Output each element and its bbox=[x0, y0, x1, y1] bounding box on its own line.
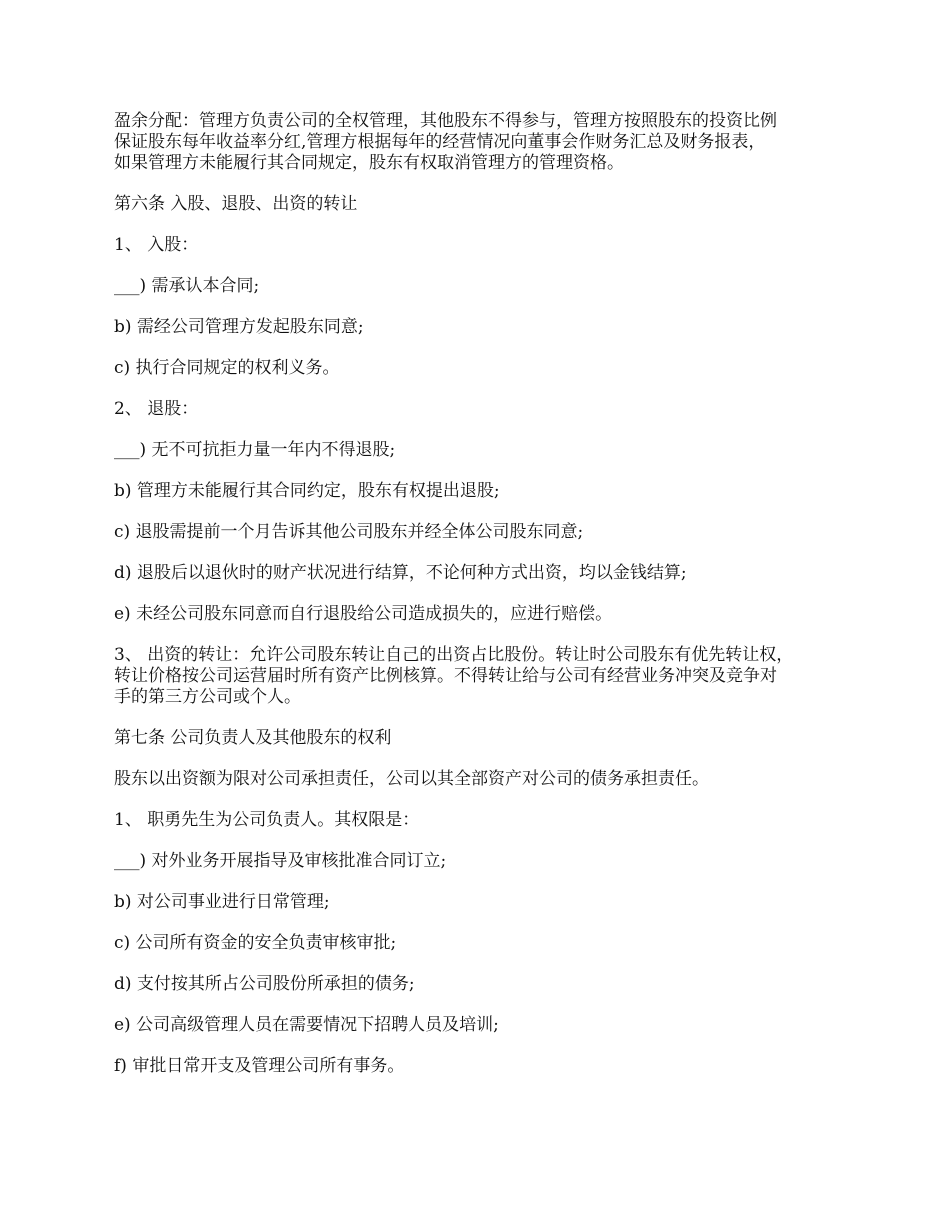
article-7-title: 第七条 公司负责人及其他股东的权利 bbox=[114, 728, 392, 748]
manager-item-f: f) 审批日常开支及管理公司所有事务。 bbox=[114, 1056, 405, 1076]
manager-item-e: e) 公司高级管理人员在需要情况下招聘人员及培训; bbox=[114, 1015, 499, 1035]
join-item-a: ___) 需承认本合同; bbox=[114, 276, 260, 296]
manager-item-c: c) 公司所有资金的安全负责审核审批; bbox=[114, 933, 397, 953]
paragraph-line: 如果管理方未能履行其合同规定，股东有权取消管理方的管理资格。 bbox=[114, 153, 624, 173]
paragraph-line: 转让价格按公司运营届时所有资产比例核算。不得转让给与公司有经营业务冲突及竞争对 bbox=[114, 666, 777, 686]
withdraw-heading: 2、 退股： bbox=[114, 399, 199, 419]
join-item-c: c) 执行合同规定的权利义务。 bbox=[114, 358, 340, 378]
manager-heading: 1、 职勇先生为公司负责人。其权限是： bbox=[114, 810, 420, 830]
withdraw-item-e: e) 未经公司股东同意而自行退股给公司造成损失的，应进行赔偿。 bbox=[114, 604, 613, 624]
transfer-paragraph bbox=[114, 645, 854, 708]
liability-paragraph: 股东以出资额为限对公司承担责任，公司以其全部资产对公司的债务承担责任。 bbox=[114, 769, 709, 789]
manager-item-b: b) 对公司事业进行日常管理; bbox=[114, 892, 330, 912]
paragraph-line: 3、 出资的转让：允许公司股东转让自己的出资占比股份。转让时公司股东有优先转让权， bbox=[114, 645, 794, 665]
join-heading: 1、 入股： bbox=[114, 235, 199, 255]
manager-item-d: d) 支付按其所占公司股份所承担的债务; bbox=[114, 974, 415, 994]
join-item-b: b) 需经公司管理方发起股东同意; bbox=[114, 317, 364, 337]
withdraw-item-d: d) 退股后以退伙时的财产状况进行结算，不论何种方式出资，均以金钱结算; bbox=[114, 563, 687, 583]
document-body bbox=[114, 111, 854, 1097]
manager-item-a: ___) 对外业务开展指导及审核批准合同订立; bbox=[114, 851, 447, 871]
paragraph-line: 手的第三方公司或个人。 bbox=[114, 687, 301, 707]
profit-distribution-paragraph bbox=[114, 111, 854, 174]
withdraw-item-c: c) 退股需提前一个月告诉其他公司股东并经全体公司股东同意; bbox=[114, 522, 584, 542]
paragraph-line: 保证股东每年收益率分红,管理方根据每年的经营情况向董事会作财务汇总及财务报表， bbox=[114, 132, 766, 152]
paragraph-line: 盈余分配：管理方负责公司的全权管理，其他股东不得参与，管理方按照股东的投资比例 bbox=[114, 111, 777, 131]
withdraw-item-a: ___) 无不可抗拒力量一年内不得退股; bbox=[114, 440, 396, 460]
article-6-title: 第六条 入股、退股、出资的转让 bbox=[114, 194, 358, 214]
withdraw-item-b: b) 管理方未能履行其合同约定，股东有权提出退股; bbox=[114, 481, 500, 501]
